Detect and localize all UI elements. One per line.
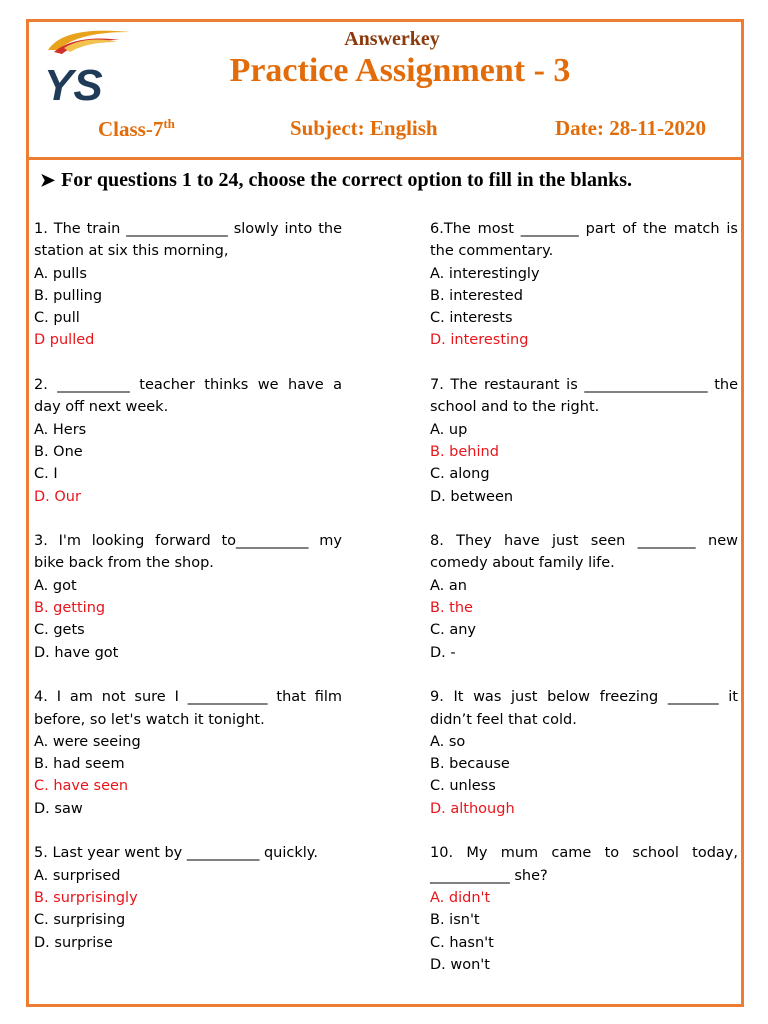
correct-option: D. interesting	[430, 332, 529, 349]
answer-option: A. Hers	[34, 421, 87, 438]
questions-right-column	[430, 218, 738, 998]
answer-option: B. One	[34, 443, 83, 460]
date-label: Date: 28-11-2020	[555, 116, 707, 140]
answer-option: D. saw	[34, 800, 83, 817]
answer-option: A. pulls	[34, 265, 87, 282]
question-stem: 9. It was just below freezing _______ it didn’t feel that cold.	[430, 689, 738, 728]
header-divider	[29, 157, 741, 160]
arrow-bullet-icon: ➤	[40, 170, 56, 190]
question-stem: 10. My mum came to school today, ___________ she?	[430, 845, 738, 884]
question-stem: 2. __________ teacher thinks we have a day off next week.	[34, 377, 342, 416]
answer-option: C. interests	[430, 310, 513, 327]
page-title: Practice Assignment - 3	[229, 52, 571, 89]
question-stem: 6.The most ________ part of the match is the commentary.	[430, 221, 738, 260]
question-block	[34, 374, 342, 508]
question-block	[430, 530, 738, 664]
question-stem: 8. They have just seen ________ new comedy about family life.	[430, 533, 738, 572]
subject-label: Subject: English	[290, 116, 438, 140]
answer-option: B. had seem	[34, 756, 125, 773]
question-stem: 4. I am not sure I ___________ that film before, so let's watch it tonight.	[34, 689, 342, 728]
answer-option: B. because	[430, 756, 510, 773]
correct-option: B. getting	[34, 600, 106, 617]
class-label	[98, 116, 175, 142]
answer-option: A. so	[430, 733, 466, 750]
answer-option: C. I	[34, 466, 58, 483]
question-block	[34, 530, 342, 664]
correct-option: D pulled	[34, 332, 95, 349]
answer-option: D. surprise	[34, 934, 113, 951]
correct-option: D. although	[430, 800, 515, 817]
class-superscript: th	[163, 116, 175, 131]
answer-option: B. isn't	[430, 912, 480, 929]
question-block	[34, 842, 342, 953]
answer-option: A. up	[430, 421, 468, 438]
question-block	[430, 218, 738, 352]
class-text: Class-7	[98, 117, 164, 141]
answer-option: A. surprised	[34, 867, 121, 884]
answer-option: A. interestingly	[430, 265, 540, 282]
correct-option: C. have seen	[34, 778, 129, 795]
answer-option: A. an	[430, 577, 467, 594]
answer-option: C. pull	[34, 310, 80, 327]
question-block	[34, 686, 342, 820]
correct-option: B. surprisingly	[34, 889, 138, 906]
logo-letters: YS	[44, 61, 103, 106]
question-stem: 7. The restaurant is _________________ the school and to the right.	[430, 377, 738, 416]
answer-option: C. along	[430, 466, 490, 483]
answer-option: C. surprising	[34, 912, 126, 929]
answer-option: D. won't	[430, 956, 490, 973]
correct-option: A. didn't	[430, 889, 491, 906]
answer-option: C. hasn't	[430, 934, 494, 951]
correct-option: B. behind	[430, 443, 499, 460]
answer-key-label: Answerkey	[344, 28, 440, 50]
answer-option: D. -	[430, 644, 456, 661]
answer-option: A. were seeing	[34, 733, 141, 750]
question-stem: 5. Last year went by __________ quickly.	[34, 845, 318, 862]
instruction-text: For questions 1 to 24, choose the correct option to fill in the blanks.	[61, 169, 633, 191]
answer-option: D. between	[430, 488, 514, 505]
instruction	[40, 169, 632, 192]
correct-option: D. Our	[34, 488, 81, 505]
question-block	[34, 218, 342, 352]
question-stem: 3. I'm looking forward to__________ my bike back from the shop.	[34, 533, 342, 572]
questions-left-column	[34, 218, 342, 976]
question-block	[430, 686, 738, 820]
answer-option: C. gets	[34, 622, 85, 639]
answer-option: C. any	[430, 622, 476, 639]
answer-option: C. unless	[430, 778, 496, 795]
answer-option: A. got	[34, 577, 77, 594]
question-stem: 1. The train ______________ slowly into the station at six this morning,	[34, 221, 342, 260]
question-block	[430, 842, 738, 976]
question-block	[430, 374, 738, 508]
answer-option: B. pulling	[34, 287, 103, 304]
answer-option: D. have got	[34, 644, 119, 661]
answer-option: B. interested	[430, 287, 523, 304]
correct-option: B. the	[430, 600, 473, 617]
